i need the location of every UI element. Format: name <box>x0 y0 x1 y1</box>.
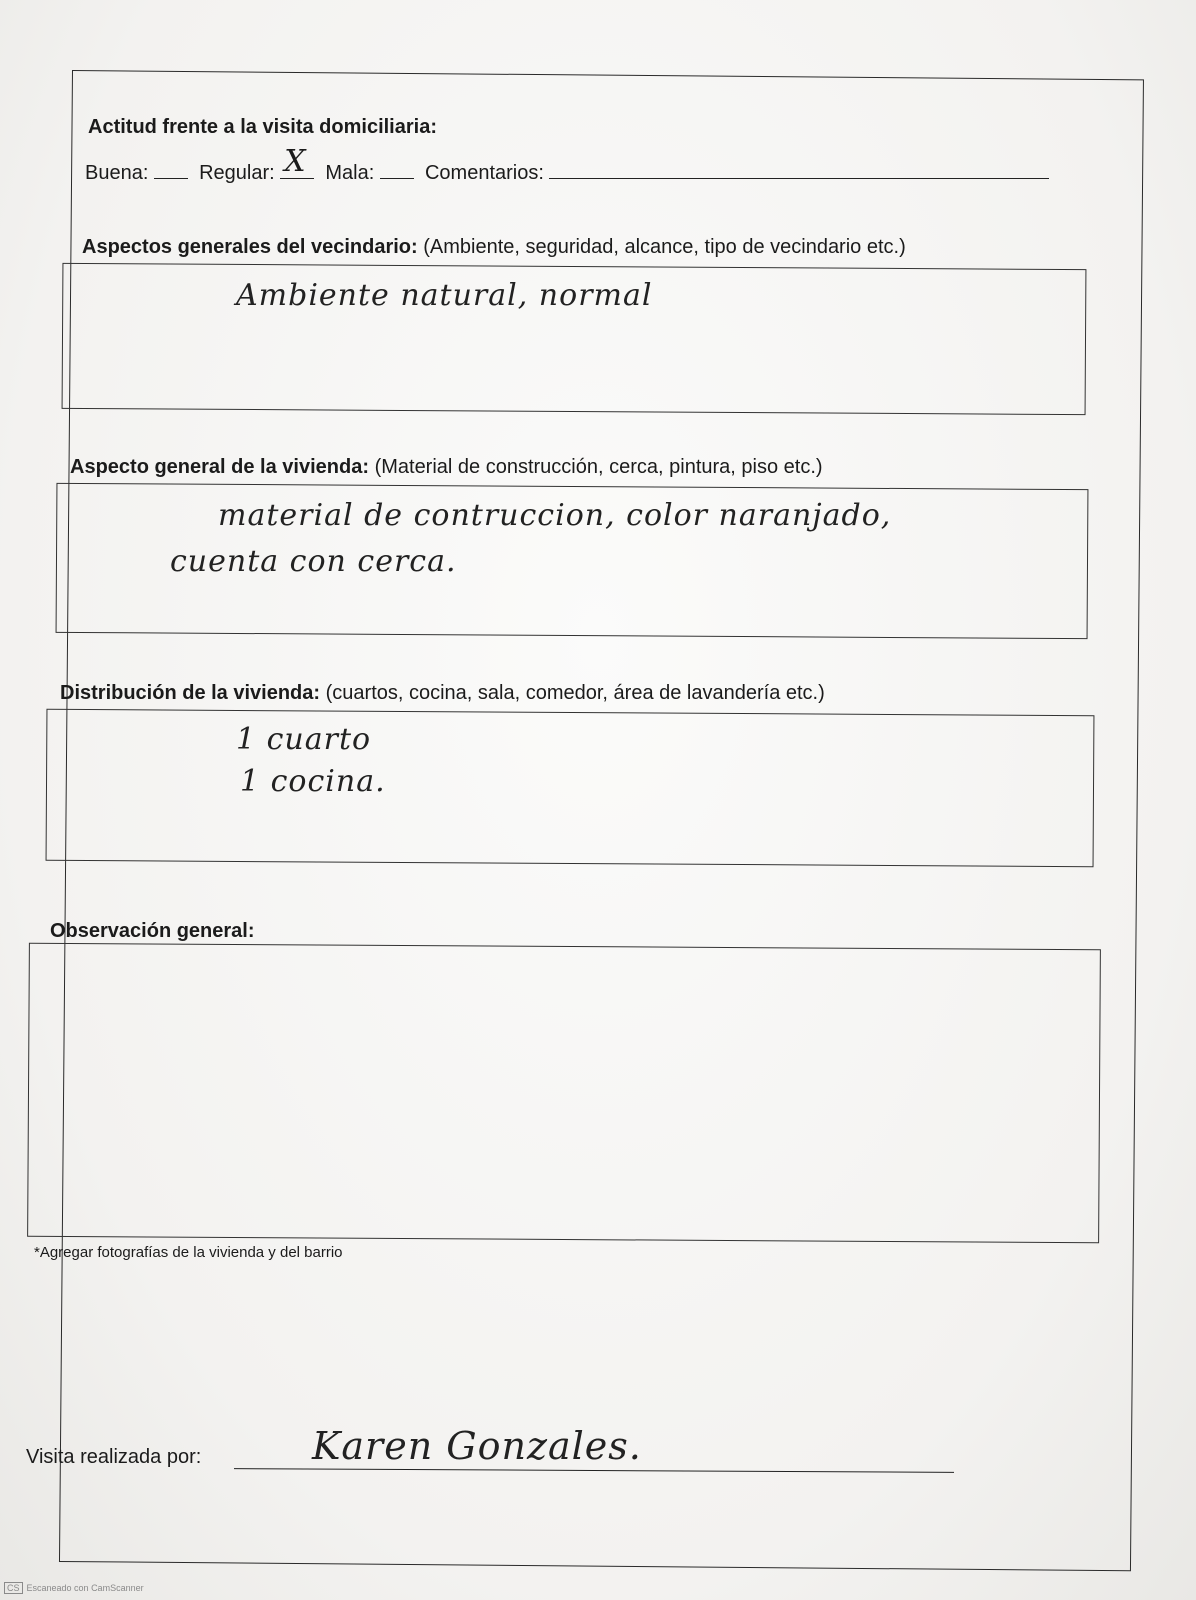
distribution-hint: (cuartos, cocina, sala, comedor, área de lavandería etc.) <box>325 682 825 704</box>
visit-label: Visita realizada por: <box>26 1446 202 1468</box>
neighborhood-answer: Ambiente natural, normal <box>236 278 653 313</box>
regular-blank <box>280 144 314 179</box>
signature: Karen Gonzales. <box>312 1424 642 1468</box>
distribution-title: Distribución de la vivienda: (cuartos, cocina, sala, comedor, área de lavandería etc.) <box>60 682 825 704</box>
observation-title: Observación general: <box>50 920 255 942</box>
regular-mark: X <box>284 144 306 179</box>
scanner-watermark <box>4 1582 144 1594</box>
attitude-options <box>85 144 1049 185</box>
comments-label: Comentarios: <box>424 162 544 184</box>
comments-line <box>549 162 1049 179</box>
housing-answer-line2: cuenta con cerca. <box>170 544 457 579</box>
good-blank <box>154 162 188 179</box>
bad-blank <box>380 162 414 179</box>
bad-label: Mala: <box>325 162 375 184</box>
housing-hint: (Material de construcción, cerca, pintura, piso etc.) <box>374 456 823 478</box>
scanner-badge: CS <box>4 1582 23 1594</box>
neighborhood-title: Aspectos generales del vecindario: (Ambiente, seguridad, alcance, tipo de vecindario etc.) <box>82 236 906 258</box>
distribution-box <box>46 709 1095 867</box>
attitude-heading: Actitud frente a la visita domiciliaria: <box>88 116 437 138</box>
distribution-answer-line2: 1 cocina. <box>240 764 386 799</box>
neighborhood-hint: (Ambiente, seguridad, alcance, tipo de vecindario etc.) <box>423 236 906 258</box>
housing-title: Aspecto general de la vivienda: (Material de construcción, cerca, pintura, piso etc.) <box>70 456 823 478</box>
good-label: Buena: <box>85 162 149 184</box>
observation-box <box>27 943 1101 1244</box>
scanner-text: Escaneado con CamScanner <box>26 1583 144 1593</box>
housing-answer-line1: material de contruccion, color naranjado, <box>218 498 892 533</box>
photo-note: *Agregar fotografías de la vivienda y del barrio <box>34 1244 343 1261</box>
regular-label: Regular: <box>199 162 275 184</box>
distribution-answer-line1: 1 cuarto <box>236 722 372 757</box>
